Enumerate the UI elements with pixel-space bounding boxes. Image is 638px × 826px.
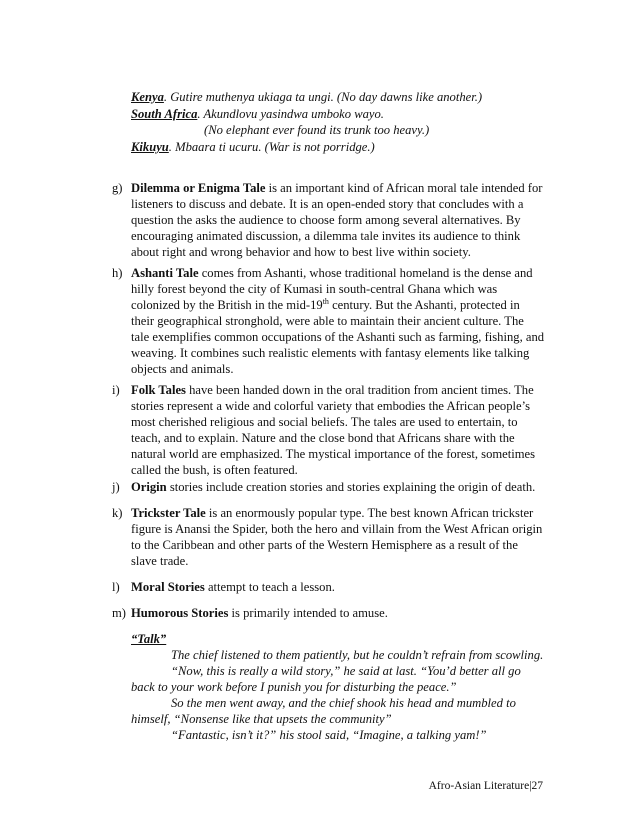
item-i-line-4: teach, and to explain. Nature and the close bond that Africans share with the [131,431,515,445]
item-i-line-3: most cherished religious and social beliefs. The tales are used to entertain, to [131,415,518,429]
item-g-line-1: Dilemma or Enigma Tale is an important kind of African moral tale intended for [131,181,543,195]
item-i-line-1: Folk Tales have been handed down in the oral tradition from ancient times. The [131,383,534,397]
item-k-label: k) [112,506,123,520]
item-m-line-1: Humorous Stories is primarily intended to amuse. [131,606,388,620]
talk-line-3: back to your work before I punish you for disturbing the peace.” [131,680,457,694]
item-i-label: i) [112,383,120,397]
item-h-line-6: weaving. It combines such realistic elements with fantasy elements like talking [131,346,530,360]
page-footer: Afro-Asian Literature|27 [428,780,543,792]
talk-line-5: himself, “Nonsense like that upsets the community” [131,712,392,726]
item-h-line-5: tale exemplifies common occupations of the Ashanti such as farming, fishing, and [131,330,545,344]
item-g-label: g) [112,181,123,195]
item-l-line-1: Moral Stories attempt to teach a lesson. [131,580,335,594]
talk-title: “Talk” [131,632,167,646]
item-g-line-5: about right and wrong behavior and how to best live within society. [131,245,471,259]
proverb-south-africa-translation: (No elephant ever found its trunk too heavy.) [204,123,430,137]
item-i-line-5: natural world are emphasized. The mystical importance of the forest, sometimes [131,447,536,461]
item-h-line-1: Ashanti Tale comes from Ashanti, whose traditional homeland is the dense and [131,266,533,280]
item-h-line-4: their geographical stronghold, were able to maintain their ancient culture. The [131,314,524,328]
item-h-label: h) [112,266,123,280]
talk-line-4: So the men went away, and the chief shook his head and mumbled to [171,696,516,710]
item-h-line-7: objects and animals. [131,362,234,376]
item-k-line-2: figure is Anansi the Spider, both the hero and villain from the West African origin [131,522,543,536]
item-j-line-1: Origin stories include creation stories and stories explaining the origin of death. [131,480,536,494]
proverb-kikuyu: Kikuyu. Mbaara ti ucuru. (War is not porridge.) [131,140,375,154]
item-k-line-3: to the Caribbean and other parts of the Western Hemisphere as a result of the [131,538,518,552]
item-m-label: m) [112,606,126,620]
item-h-line-3: colonized by the British in the mid-19th century. But the Ashanti, protected in [131,296,520,312]
item-j-label: j) [112,480,120,494]
talk-line-2: “Now, this is really a wild story,” he said at last. “You’d better all go [171,664,521,678]
item-l-label: l) [112,580,120,594]
item-i-line-2: stories represent a wide and colorful variety that embodies the African people’s [131,399,531,413]
talk-line-1: The chief listened to them patiently, but he couldn’t refrain from scowling. [171,648,544,662]
item-g-line-2: listeners to discuss and debate. It is an open-ended story that concludes with a [131,197,524,211]
item-g-line-3: question the asks the audience to choose form among several alternatives. By [131,213,521,227]
item-g-line-4: encouraging animated discussion, a dilemma tale invites its audience to think [131,229,521,243]
item-k-line-1: Trickster Tale is an enormously popular type. The best known African trickster [131,506,534,520]
proverb-south-africa: South Africa. Akundlovu yasindwa umboko wayo. [131,107,384,121]
item-k-line-4: slave trade. [131,554,189,568]
item-h-line-2: hilly forest beyond the city of Kumasi in south-central Ghana which was [131,282,498,296]
talk-line-6: “Fantastic, isn’t it?” his stool said, “Imagine, a talking yam!” [171,728,487,742]
proverb-kenya: Kenya. Gutire muthenya ukiaga ta ungi. (No day dawns like another.) [131,90,483,104]
item-i-line-6: called the bush, is often featured. [131,463,298,477]
